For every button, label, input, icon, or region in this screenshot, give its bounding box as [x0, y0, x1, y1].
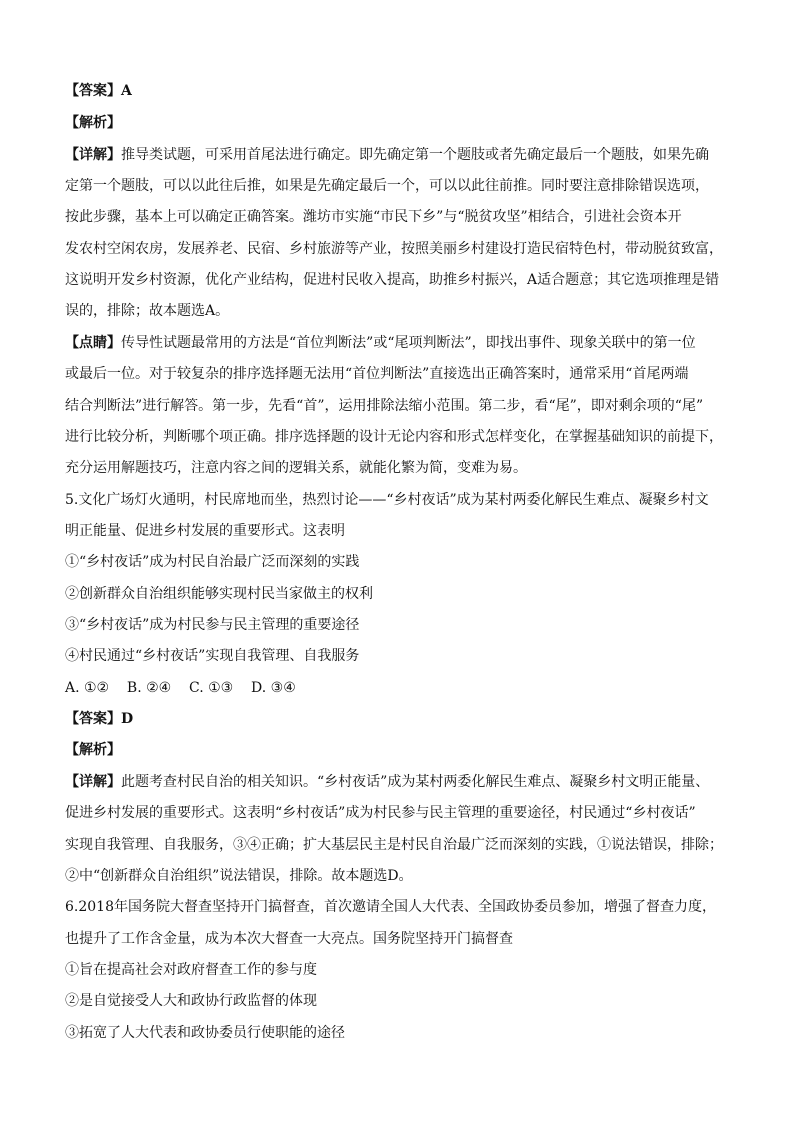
detail-line: 促进乡村发展的重要形式。这表明“乡村夜话”成为村民参与民主管理的重要途径，村民通过“乡村夜话” — [65, 805, 696, 821]
detail-line — [65, 146, 709, 164]
detail-tag: 【详解】 — [65, 774, 121, 790]
tip-line: 结合判断法”进行解答。第一步，先看“首”，运用排除法缩小范围。第二步，看“尾”，即对剩余项的“尾” — [65, 398, 704, 414]
detail-text: 此题考查村民自治的相关知识。“乡村夜话”成为某村两委化解民生难点、凝聚乡村文明正能量、 — [121, 774, 710, 790]
detail-text: 推导类试题，可采用首尾法进行确定。即先确定第一个题肢或者先确定最后一个题肢，如果先确 — [121, 147, 709, 163]
question-5-statement: ④村民通过“乡村夜话”实现自我管理、自我服务 — [65, 648, 360, 664]
answer-value: A — [121, 83, 132, 99]
tip-tag: 【点睛】 — [65, 335, 121, 351]
answer-line-1 — [65, 82, 132, 100]
question-5-statement: ③“乡村夜话”成为村民参与民主管理的重要途径 — [65, 617, 360, 633]
question-6-statement: ③拓宽了人大代表和政协委员行使职能的途径 — [65, 1025, 345, 1041]
tip-line: 或最后一位。对于较复杂的排序选择题无法用“首位判断法”直接选出正确答案时，通常采用“首尾两端 — [65, 366, 689, 382]
detail-line: 误的，排除；故本题选A。 — [65, 303, 230, 319]
question-6-statement: ①旨在提高社会对政府督查工作的参与度 — [65, 962, 317, 978]
tip-line: 进行比较分析，判断哪个项正确。排序选择题的设计无论内容和形式怎样变化，在掌握基础知识的前提下， — [65, 429, 723, 445]
tip-text: 传导性试题最常用的方法是“首位判断法”或“尾项判断法”，即找出事件、现象关联中的第一位 — [121, 335, 696, 351]
question-5-statement: ①“乡村夜话”成为村民自治最广泛而深刻的实践 — [65, 554, 360, 570]
detail-line — [65, 773, 709, 791]
tip-line: 充分运用解题技巧，注意内容之间的逻辑关系，就能化繁为简，变难为易。 — [65, 460, 527, 476]
analysis-heading-2: 【解析】 — [65, 742, 121, 758]
question-5-options: A. ①② B. ②④ C. ①③ D. ③④ — [65, 680, 296, 696]
answer-tag: 【答案】 — [65, 83, 121, 99]
answer-value: D — [121, 711, 134, 727]
question-6-statement: ②是自觉接受人大和政协行政监督的体现 — [65, 993, 317, 1009]
analysis-heading-1: 【解析】 — [65, 115, 121, 131]
answer-line-2 — [65, 710, 133, 728]
question-6-stem: 6.2018年国务院大督查坚持开门搞督查，首次邀请全国人大代表、全国政协委员参加，增强了督查力度， — [65, 899, 716, 915]
detail-line: 这说明开发乡村资源，优化产业结构，促进村民收入提高，助推乡村振兴，A适合题意；其它选项推理是错 — [65, 272, 720, 288]
question-5-stem: 明正能量、促进乡村发展的重要形式。这表明 — [65, 523, 345, 539]
question-6-stem: 也提升了工作含金量，成为本次大督查一大亮点。国务院坚持开门搞督查 — [65, 931, 513, 947]
answer-tag: 【答案】 — [65, 711, 121, 727]
detail-line: 发农村空闲农房，发展养老、民宿、乡村旅游等产业，按照美丽乡村建设打造民宿特色村，带动脱贫致富， — [65, 241, 723, 257]
question-5-stem: 5.文化广场灯火通明，村民席地而坐，热烈讨论——“乡村夜话”成为某村两委化解民生难点、凝聚乡村文 — [65, 492, 709, 508]
detail-line: 实现自我管理、自我服务，③④正确；扩大基层民主是村民自治最广泛而深刻的实践，①说法错误，排除； — [65, 837, 723, 853]
tip-line — [65, 334, 696, 352]
detail-line: 按此步骤，基本上可以确定正确答案。潍坊市实施“市民下乡”与“脱贫攻坚”相结合，引进社会资本开 — [65, 209, 682, 225]
detail-tag: 【详解】 — [65, 147, 121, 163]
detail-line: 定第一个题肢，可以以此往后推，如果是先确定最后一个，可以以此往前推。同时要注意排除错误选项， — [65, 178, 709, 194]
question-5-statement: ②创新群众自治组织能够实现村民当家做主的权利 — [65, 586, 373, 602]
detail-line: ②中“创新群众自治组织”说法错误，排除。故本题选D。 — [65, 868, 413, 884]
